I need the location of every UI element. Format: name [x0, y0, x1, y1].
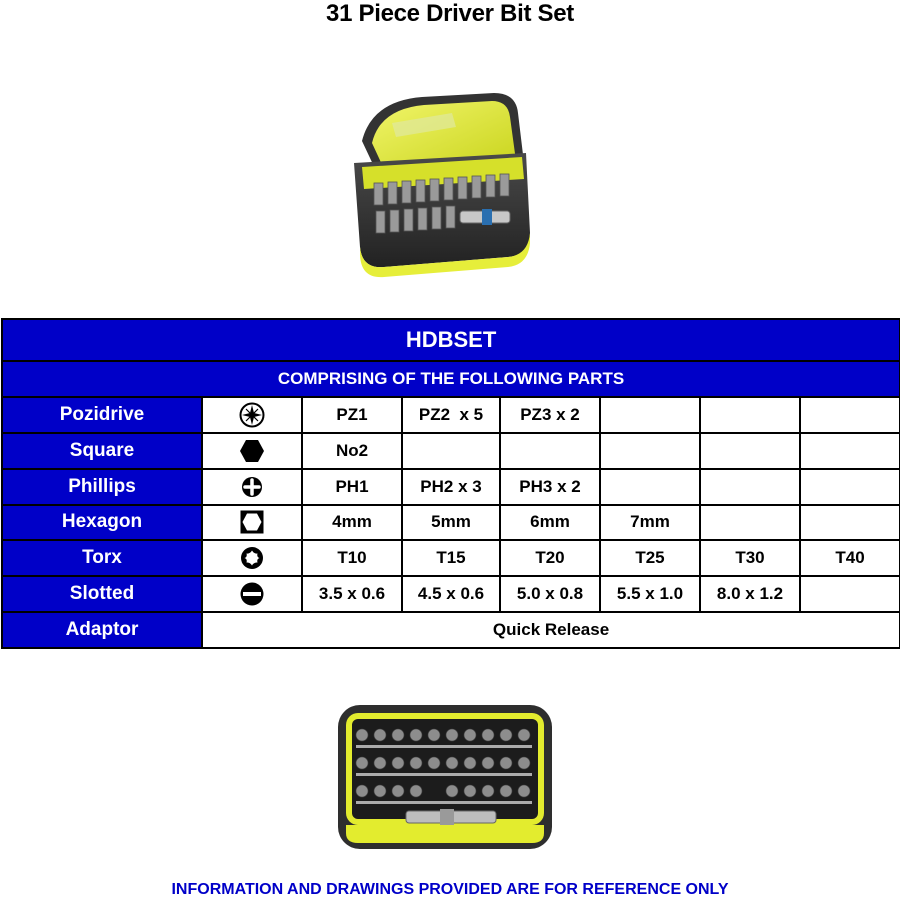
table-cell — [600, 433, 700, 469]
table-cell: 5.0 x 0.8 — [500, 576, 600, 612]
table-cell: PZ1 — [302, 397, 402, 433]
table-cell: 8.0 x 1.2 — [700, 576, 800, 612]
table-cell: T15 — [402, 540, 500, 576]
phillips-icon — [239, 474, 265, 500]
hexagon-solid-icon — [239, 438, 265, 464]
table-cell: PZ3 x 2 — [500, 397, 600, 433]
table-cell — [700, 397, 800, 433]
table-row-slotted — [2, 576, 900, 612]
table-cell — [600, 397, 700, 433]
table-cell: PZ2 x 5 — [402, 397, 500, 433]
table-cell: T25 — [600, 540, 700, 576]
table-cell — [700, 433, 800, 469]
product-photo-top-view — [336, 703, 554, 851]
torx-icon — [239, 545, 265, 571]
table-cell: T30 — [700, 540, 800, 576]
table-cell: No2 — [302, 433, 402, 469]
table-row-torx — [2, 540, 900, 576]
table-cell — [700, 505, 800, 541]
row-label: Square — [2, 433, 202, 469]
hex-socket-icon — [239, 509, 265, 535]
table-cell — [800, 397, 900, 433]
table-row-hexagon — [2, 505, 900, 541]
table-cell — [500, 433, 600, 469]
table-cell — [800, 433, 900, 469]
table-cell — [402, 433, 500, 469]
table-cell: 3.5 x 0.6 — [302, 576, 402, 612]
table-cell — [700, 469, 800, 505]
row-label: Slotted — [2, 576, 202, 612]
product-photo-open-case — [332, 83, 538, 289]
table-cell — [800, 576, 900, 612]
row-label: Torx — [2, 540, 202, 576]
page-title: 31 Piece Driver Bit Set — [326, 0, 574, 27]
table-row-square — [2, 433, 900, 469]
table-cell: 5.5 x 1.0 — [600, 576, 700, 612]
disclaimer-note: INFORMATION AND DRAWINGS PROVIDED ARE FOR REFERENCE ONLY — [171, 881, 729, 898]
table-cell: PH3 x 2 — [500, 469, 600, 505]
table-cell — [800, 505, 900, 541]
row-label: Phillips — [2, 469, 202, 505]
table-cell: T40 — [800, 540, 900, 576]
table-heading: HDBSET — [2, 319, 900, 361]
table-cell: PH1 — [302, 469, 402, 505]
table-cell: 7mm — [600, 505, 700, 541]
row-label: Pozidrive — [2, 397, 202, 433]
parts-table — [1, 318, 900, 649]
table-cell: 5mm — [402, 505, 500, 541]
table-row-pozidrive — [2, 397, 900, 433]
table-subheading: COMPRISING OF THE FOLLOWING PARTS — [2, 361, 900, 397]
table-cell — [800, 469, 900, 505]
table-row-adaptor — [2, 612, 900, 648]
table-cell: Quick Release — [202, 612, 900, 648]
pozidrive-icon — [239, 402, 265, 428]
table-cell: 4mm — [302, 505, 402, 541]
table-cell: 6mm — [500, 505, 600, 541]
table-cell: T20 — [500, 540, 600, 576]
table-cell: 4.5 x 0.6 — [402, 576, 500, 612]
table-cell: T10 — [302, 540, 402, 576]
row-label: Adaptor — [2, 612, 202, 648]
slotted-icon — [239, 581, 265, 607]
table-cell — [600, 469, 700, 505]
table-row-phillips — [2, 469, 900, 505]
table-cell: PH2 x 3 — [402, 469, 500, 505]
row-label: Hexagon — [2, 505, 202, 541]
